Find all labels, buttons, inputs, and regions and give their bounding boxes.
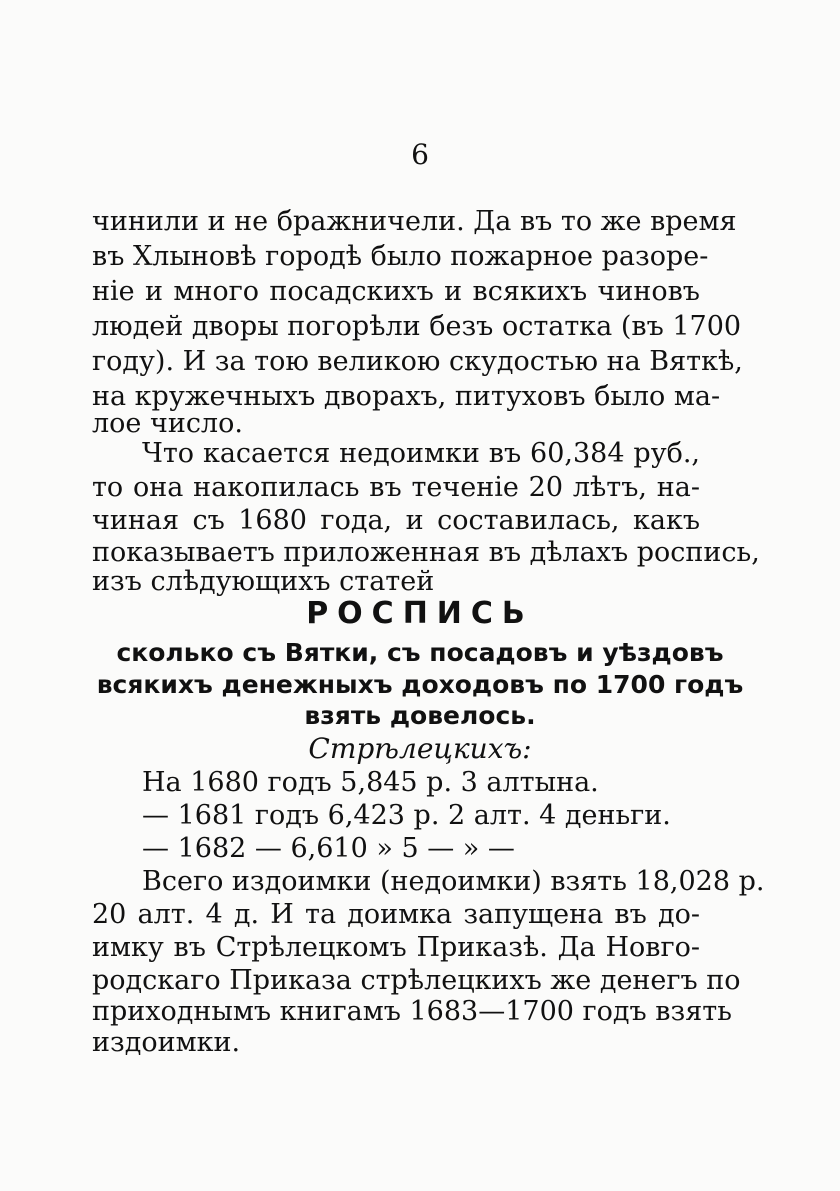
text-line: показываетъ приложенная въ дѣлахъ роспись, — [92, 537, 760, 568]
page-number: 6 — [411, 138, 429, 171]
heading-title: РОСПИСЬ — [306, 596, 534, 631]
text-line: нiе и много посадскихъ и всякихъ чиновъ — [92, 276, 700, 307]
section-title: Стрѣлецкихъ: — [308, 732, 532, 765]
text-line: Всего издоимки (недоимки) взять 18,028 р. — [142, 866, 765, 897]
text-line: лое число. — [92, 408, 243, 439]
text-line: изъ слѣдующихъ статей — [92, 566, 435, 597]
list-item: На 1680 годъ 5,845 р. 3 алтына. — [142, 767, 599, 798]
text-line: приходнымъ книгамъ 1683—1700 годъ взять — [92, 996, 732, 1027]
heading-subtitle-line: всякихъ денежныхъ доходовъ по 1700 годъ — [96, 670, 744, 699]
text-line: чинили и не бражничели. Да въ то же время — [92, 206, 737, 237]
text-line: въ Хлыновѣ городѣ было пожарное разоре- — [92, 241, 709, 272]
list-item: — 1681 годъ 6,423 р. 2 алт. 4 деньги. — [142, 800, 671, 831]
text-line: имку въ Стрѣлецкомъ Приказѣ. Да Новго- — [92, 932, 700, 963]
text-line: родскаго Приказа стрѣлецкихъ же денегъ по — [92, 965, 741, 996]
text-line: Что касается недоимки въ 60,384 руб., — [142, 438, 700, 469]
heading-subtitle-line: взять довелось. — [304, 701, 536, 730]
heading-subtitle-line: сколько съ Вятки, съ посадовъ и уѣздовъ — [116, 638, 724, 667]
text-line: чиная съ 1680 года, и составилась, какъ — [92, 505, 700, 536]
list-item: — 1682 — 6,610 » 5 — » — — [142, 833, 515, 864]
text-line: на кружечныхъ дворахъ, питуховъ было ма- — [92, 381, 721, 412]
text-line: издоимки. — [92, 1027, 241, 1058]
text-line: 20 алт. 4 д. И та доимка запущена въ до- — [92, 899, 700, 930]
text-line: людей дворы погорѣли безъ остатка (въ 1700 — [92, 311, 742, 342]
text-line: году). И за тою великою скудостью на Вяткѣ, — [92, 346, 743, 377]
text-line: то она накопилась въ теченiе 20 лѣтъ, на- — [92, 472, 700, 503]
